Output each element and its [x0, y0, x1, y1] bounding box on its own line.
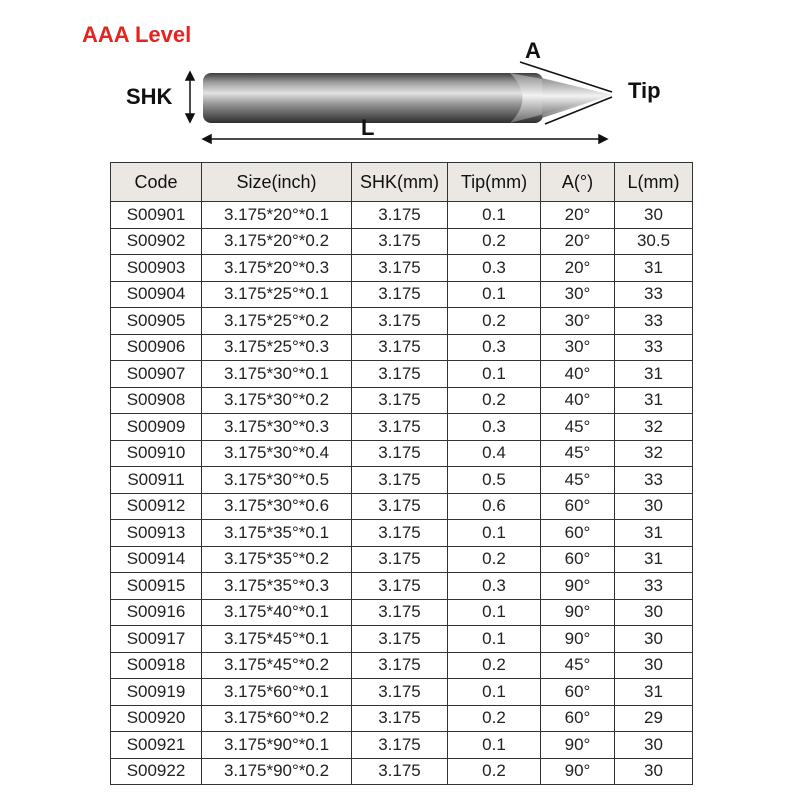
size-cell: 3.175*90°*0.2 [202, 758, 352, 785]
size-cell: 3.175*30°*0.3 [202, 414, 352, 441]
shk-cell: 3.175 [352, 361, 448, 388]
shk-cell: 3.175 [352, 281, 448, 308]
size-cell: 3.175*35°*0.1 [202, 520, 352, 547]
shk-cell: 3.175 [352, 493, 448, 520]
bit-tip [510, 73, 612, 123]
length-cell: 31 [615, 520, 693, 547]
tip-cell: 0.2 [448, 308, 541, 335]
angle-cell: 90° [541, 758, 615, 785]
tip-cell: 0.1 [448, 520, 541, 547]
shk-cell: 3.175 [352, 228, 448, 255]
column-header-length: L(mm) [615, 163, 693, 202]
angle-cell: 30° [541, 308, 615, 335]
level-title: AAA Level [82, 22, 192, 47]
angle-a-label: A [525, 38, 541, 63]
code-cell: S00913 [111, 520, 202, 547]
length-cell: 31 [615, 679, 693, 706]
tip-cell: 0.2 [448, 652, 541, 679]
angle-cell: 60° [541, 679, 615, 706]
length-cell: 30 [615, 652, 693, 679]
size-cell: 3.175*45°*0.1 [202, 626, 352, 653]
table-row [111, 546, 693, 573]
angle-cell: 20° [541, 255, 615, 282]
size-cell: 3.175*90°*0.1 [202, 732, 352, 759]
code-cell: S00906 [111, 334, 202, 361]
engraving-bit-diagram [0, 0, 800, 160]
size-cell: 3.175*60°*0.2 [202, 705, 352, 732]
tip-cell: 0.2 [448, 228, 541, 255]
angle-cell: 60° [541, 705, 615, 732]
length-cell: 33 [615, 281, 693, 308]
table-row [111, 758, 693, 785]
table-row [111, 573, 693, 600]
angle-cell: 90° [541, 626, 615, 653]
tip-cell: 0.1 [448, 732, 541, 759]
code-cell: S00917 [111, 626, 202, 653]
tip-cell: 0.1 [448, 361, 541, 388]
table-body [111, 202, 693, 785]
shk-cell: 3.175 [352, 626, 448, 653]
shk-cell: 3.175 [352, 520, 448, 547]
length-cell: 33 [615, 467, 693, 494]
shk-cell: 3.175 [352, 308, 448, 335]
column-header-shk: SHK(mm) [352, 163, 448, 202]
tip-cell: 0.3 [448, 573, 541, 600]
length-cell: 30.5 [615, 228, 693, 255]
code-cell: S00920 [111, 705, 202, 732]
shk-cell: 3.175 [352, 705, 448, 732]
size-cell: 3.175*20°*0.1 [202, 202, 352, 229]
length-cell: 30 [615, 202, 693, 229]
shk-cell: 3.175 [352, 573, 448, 600]
size-cell: 3.175*25°*0.1 [202, 281, 352, 308]
angle-cell: 40° [541, 361, 615, 388]
table-row [111, 334, 693, 361]
shk-cell: 3.175 [352, 255, 448, 282]
table-row [111, 652, 693, 679]
size-cell: 3.175*45°*0.2 [202, 652, 352, 679]
length-cell: 30 [615, 493, 693, 520]
angle-cell: 20° [541, 202, 615, 229]
column-header-tip: Tip(mm) [448, 163, 541, 202]
angle-cell: 30° [541, 281, 615, 308]
tip-cell: 0.1 [448, 679, 541, 706]
length-cell: 32 [615, 414, 693, 441]
table-row [111, 520, 693, 547]
table-row [111, 493, 693, 520]
table-row [111, 308, 693, 335]
column-header-code: Code [111, 163, 202, 202]
code-cell: S00911 [111, 467, 202, 494]
shk-cell: 3.175 [352, 387, 448, 414]
angle-cell: 60° [541, 520, 615, 547]
length-cell: 30 [615, 626, 693, 653]
size-cell: 3.175*30°*0.4 [202, 440, 352, 467]
table-row [111, 202, 693, 229]
length-cell: 33 [615, 573, 693, 600]
code-cell: S00914 [111, 546, 202, 573]
size-cell: 3.175*30°*0.1 [202, 361, 352, 388]
tip-cell: 0.1 [448, 599, 541, 626]
table-row [111, 705, 693, 732]
angle-cell: 45° [541, 467, 615, 494]
shk-cell: 3.175 [352, 440, 448, 467]
tip-cell: 0.2 [448, 705, 541, 732]
angle-cell: 45° [541, 414, 615, 441]
table-row [111, 599, 693, 626]
code-cell: S00912 [111, 493, 202, 520]
length-cell: 31 [615, 255, 693, 282]
code-cell: S00902 [111, 228, 202, 255]
tip-cell: 0.1 [448, 202, 541, 229]
shk-cell: 3.175 [352, 202, 448, 229]
code-cell: S00907 [111, 361, 202, 388]
length-label: L [361, 115, 375, 140]
size-cell: 3.175*20°*0.2 [202, 228, 352, 255]
tip-cell: 0.3 [448, 255, 541, 282]
code-cell: S00922 [111, 758, 202, 785]
length-cell: 31 [615, 546, 693, 573]
length-cell: 30 [615, 599, 693, 626]
table-row [111, 440, 693, 467]
shk-label: SHK [126, 84, 173, 109]
table-row [111, 255, 693, 282]
shk-dimension-arrow [186, 72, 194, 122]
angle-cell: 60° [541, 493, 615, 520]
tip-cell: 0.1 [448, 626, 541, 653]
angle-cell: 60° [541, 546, 615, 573]
code-cell: S00909 [111, 414, 202, 441]
code-cell: S00905 [111, 308, 202, 335]
size-cell: 3.175*60°*0.1 [202, 679, 352, 706]
table-row [111, 467, 693, 494]
tip-cell: 0.5 [448, 467, 541, 494]
tip-cell: 0.1 [448, 281, 541, 308]
tip-cell: 0.2 [448, 387, 541, 414]
tip-cell: 0.2 [448, 546, 541, 573]
code-cell: S00916 [111, 599, 202, 626]
size-cell: 3.175*35°*0.2 [202, 546, 352, 573]
tip-cell: 0.3 [448, 334, 541, 361]
length-cell: 30 [615, 758, 693, 785]
tip-cell: 0.4 [448, 440, 541, 467]
spec-table [110, 162, 693, 785]
code-cell: S00901 [111, 202, 202, 229]
shk-cell: 3.175 [352, 599, 448, 626]
angle-cell: 45° [541, 440, 615, 467]
size-cell: 3.175*40°*0.1 [202, 599, 352, 626]
table-row [111, 414, 693, 441]
size-cell: 3.175*35°*0.3 [202, 573, 352, 600]
angle-cell: 45° [541, 652, 615, 679]
code-cell: S00921 [111, 732, 202, 759]
tip-cell: 0.6 [448, 493, 541, 520]
table-row [111, 361, 693, 388]
code-cell: S00904 [111, 281, 202, 308]
code-cell: S00918 [111, 652, 202, 679]
tip-cell: 0.3 [448, 414, 541, 441]
table-row [111, 281, 693, 308]
table-row [111, 228, 693, 255]
shk-cell: 3.175 [352, 467, 448, 494]
shk-cell: 3.175 [352, 414, 448, 441]
angle-cell: 30° [541, 334, 615, 361]
table-header-row [111, 163, 693, 202]
size-cell: 3.175*25°*0.2 [202, 308, 352, 335]
tip-label: Tip [628, 78, 661, 103]
column-header-size: Size(inch) [202, 163, 352, 202]
shk-cell: 3.175 [352, 758, 448, 785]
shk-cell: 3.175 [352, 652, 448, 679]
size-cell: 3.175*30°*0.2 [202, 387, 352, 414]
tip-cell: 0.2 [448, 758, 541, 785]
code-cell: S00910 [111, 440, 202, 467]
length-dimension-arrow [203, 135, 607, 143]
angle-cell: 90° [541, 573, 615, 600]
length-cell: 33 [615, 334, 693, 361]
size-cell: 3.175*30°*0.6 [202, 493, 352, 520]
table-row [111, 679, 693, 706]
length-cell: 31 [615, 361, 693, 388]
angle-cell: 90° [541, 732, 615, 759]
size-cell: 3.175*30°*0.5 [202, 467, 352, 494]
shk-cell: 3.175 [352, 732, 448, 759]
column-header-angle: A(°) [541, 163, 615, 202]
angle-cell: 90° [541, 599, 615, 626]
size-cell: 3.175*20°*0.3 [202, 255, 352, 282]
code-cell: S00919 [111, 679, 202, 706]
length-cell: 33 [615, 308, 693, 335]
angle-cell: 40° [541, 387, 615, 414]
table-row [111, 387, 693, 414]
size-cell: 3.175*25°*0.3 [202, 334, 352, 361]
shk-cell: 3.175 [352, 334, 448, 361]
code-cell: S00908 [111, 387, 202, 414]
length-cell: 31 [615, 387, 693, 414]
table-row [111, 732, 693, 759]
shk-cell: 3.175 [352, 546, 448, 573]
table-row [111, 626, 693, 653]
angle-cell: 20° [541, 228, 615, 255]
code-cell: S00903 [111, 255, 202, 282]
shk-cell: 3.175 [352, 679, 448, 706]
length-cell: 30 [615, 732, 693, 759]
length-cell: 32 [615, 440, 693, 467]
code-cell: S00915 [111, 573, 202, 600]
length-cell: 29 [615, 705, 693, 732]
